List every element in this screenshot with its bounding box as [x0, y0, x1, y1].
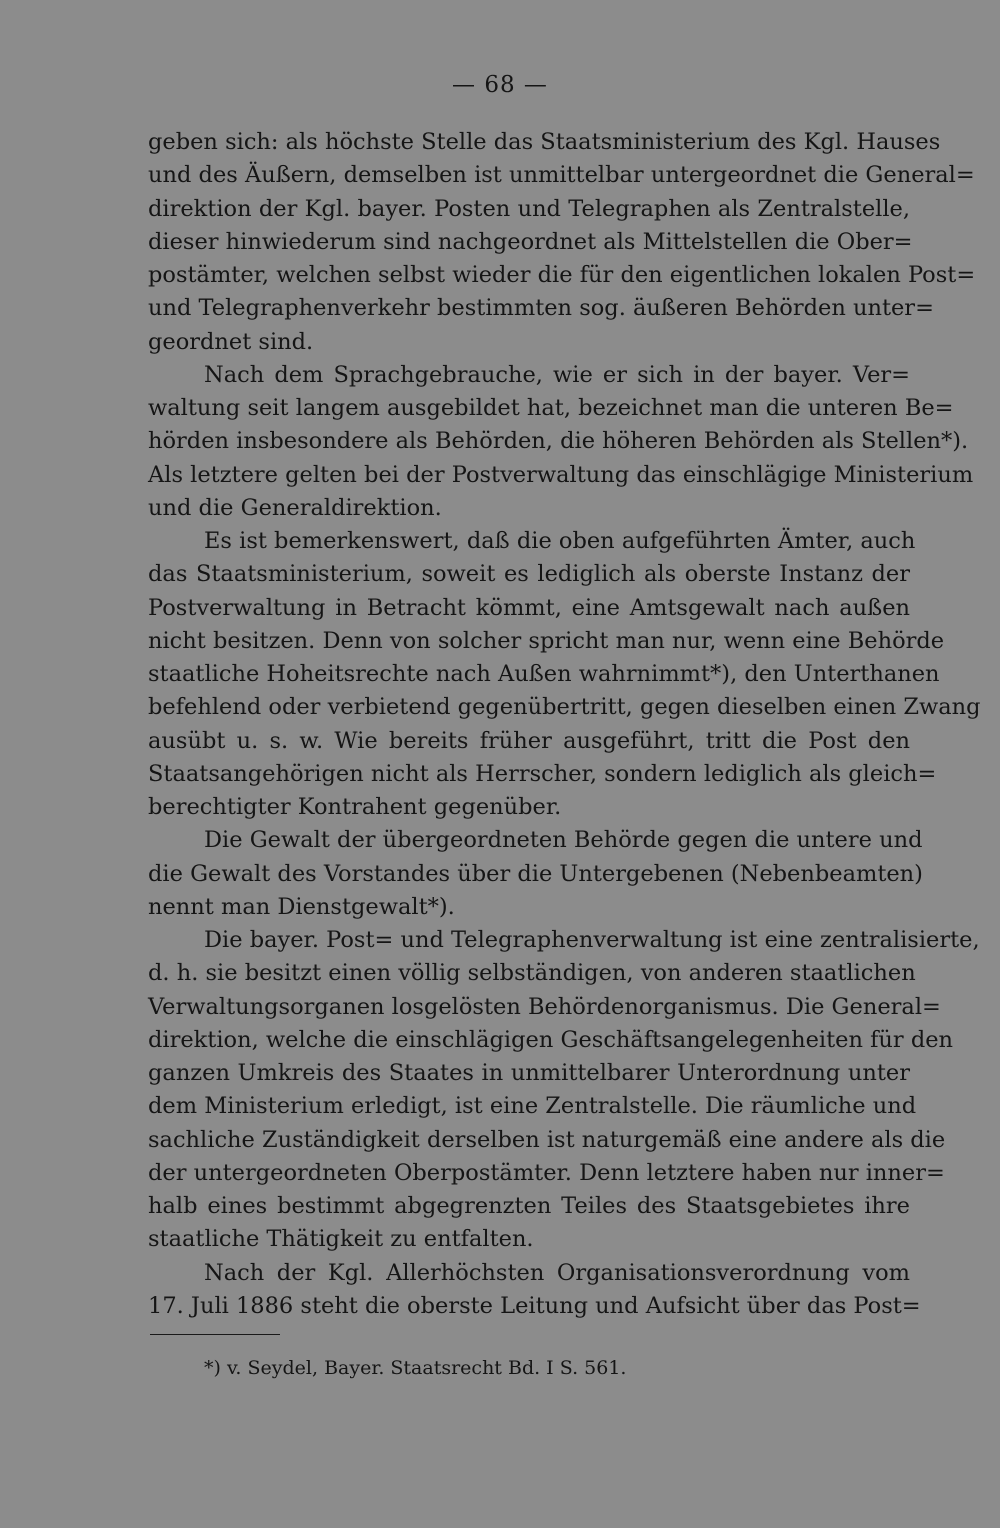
text-line: dieser hinwiederum sind nachgeordnet als Mittelstellen die Ober= — [148, 228, 913, 255]
text-line: dem Ministerium erledigt, ist eine Zentralstelle. Die räumliche und — [148, 1093, 917, 1120]
text-line: staatliche Thätigkeit zu entfalten. — [148, 1226, 534, 1253]
text-line: die Gewalt des Vorstandes über die Untergebenen (Nebenbeamten) — [148, 860, 923, 887]
text-line: sachliche Zuständigkeit derselben ist naturgemäß eine andere als die — [148, 1126, 946, 1153]
text-line: Die Gewalt der übergeordneten Behörde gegen die untere und — [204, 827, 923, 854]
text-line: und des Äußern, demselben ist unmittelbar untergeordnet die General= — [148, 162, 975, 189]
text-line: das Staatsministerium, soweit es lediglich als oberste Instanz der — [148, 561, 910, 588]
text-line: Als letztere gelten bei der Postverwaltung das einschlägige Ministerium — [148, 461, 974, 488]
paragraph — [148, 824, 923, 924]
text-line: ausübt u. s. w. Wie bereits früher ausgeführt, tritt die Post den — [148, 727, 910, 754]
paragraph — [148, 359, 974, 525]
text-line: und die Generaldirektion. — [148, 494, 442, 521]
text-line: ganzen Umkreis des Staates in unmittelbarer Unterordnung unter — [148, 1060, 910, 1086]
text-line: staatliche Hoheitsrechte nach Außen wahrnimmt*), den Unterthanen — [148, 661, 940, 687]
text-line: Die bayer. Post= und Telegraphenverwaltung ist eine zentralisierte, — [204, 927, 980, 953]
text-line: berechtigter Kontrahent gegenüber. — [148, 794, 562, 820]
footnote-rule — [150, 1334, 280, 1335]
text-line: befehlend oder verbietend gegenübertritt, gegen dieselben einen Zwang — [148, 694, 981, 721]
paragraph — [148, 1257, 921, 1324]
paragraph — [148, 924, 980, 1257]
text-line: halb eines bestimmt abgegrenzten Teiles des Staatsgebietes ihre — [148, 1193, 910, 1219]
text-line: hörden insbesondere als Behörden, die höheren Behörden als Stellen*). — [148, 428, 969, 455]
paragraph — [148, 525, 981, 824]
text-line: Verwaltungsorganen losgelösten Behördenorganismus. Die General= — [148, 993, 941, 1020]
text-line: nicht besitzen. Denn von solcher spricht man nur, wenn eine Behörde — [148, 627, 945, 654]
text-line: Postverwaltung in Betracht kömmt, eine Amtsgewalt nach außen — [148, 594, 910, 621]
text-line: geordnet sind. — [148, 328, 314, 355]
text-line: direktion der Kgl. bayer. Posten und Telegraphen als Zentralstelle, — [148, 195, 910, 222]
text-line: d. h. sie besitzt einen völlig selbständigen, von anderen staatlichen — [148, 960, 916, 987]
text-line: Es ist bemerkenswert, daß die oben aufgeführten Ämter, auch — [204, 528, 916, 554]
text-line: nennt man Dienstgewalt*). — [148, 893, 455, 920]
text-line: direktion, welche die einschlägigen Geschäftsangelegenheiten für den — [148, 1026, 954, 1053]
text-line: 17. Juli 1886 steht die oberste Leitung und Aufsicht über das Post= — [148, 1292, 921, 1319]
footnote: *) v. Seydel, Bayer. Staatsrecht Bd. I S. 561. — [204, 1357, 627, 1379]
text-line: Nach der Kgl. Allerhöchsten Organisationsverordnung vom — [204, 1259, 910, 1286]
paragraph — [148, 126, 976, 359]
text-line: waltung seit langem ausgebildet hat, bezeichnet man die unteren Be= — [148, 395, 954, 421]
page-number: — 68 — — [452, 72, 548, 98]
text-line: postämter, welchen selbst wieder die für den eigentlichen lokalen Post= — [148, 262, 976, 288]
text-line: der untergeordneten Oberpostämter. Denn letztere haben nur inner= — [148, 1159, 945, 1186]
text-line: und Telegraphenverkehr bestimmten sog. äußeren Behörden unter= — [148, 295, 934, 322]
text-line: Staatsangehörigen nicht als Herrscher, sondern lediglich als gleich= — [148, 760, 937, 787]
text-line: geben sich: als höchste Stelle das Staatsministerium des Kgl. Hauses — [148, 129, 941, 155]
body-text — [148, 126, 981, 1323]
text-line: Nach dem Sprachgebrauche, wie er sich in der bayer. Ver= — [204, 361, 910, 388]
